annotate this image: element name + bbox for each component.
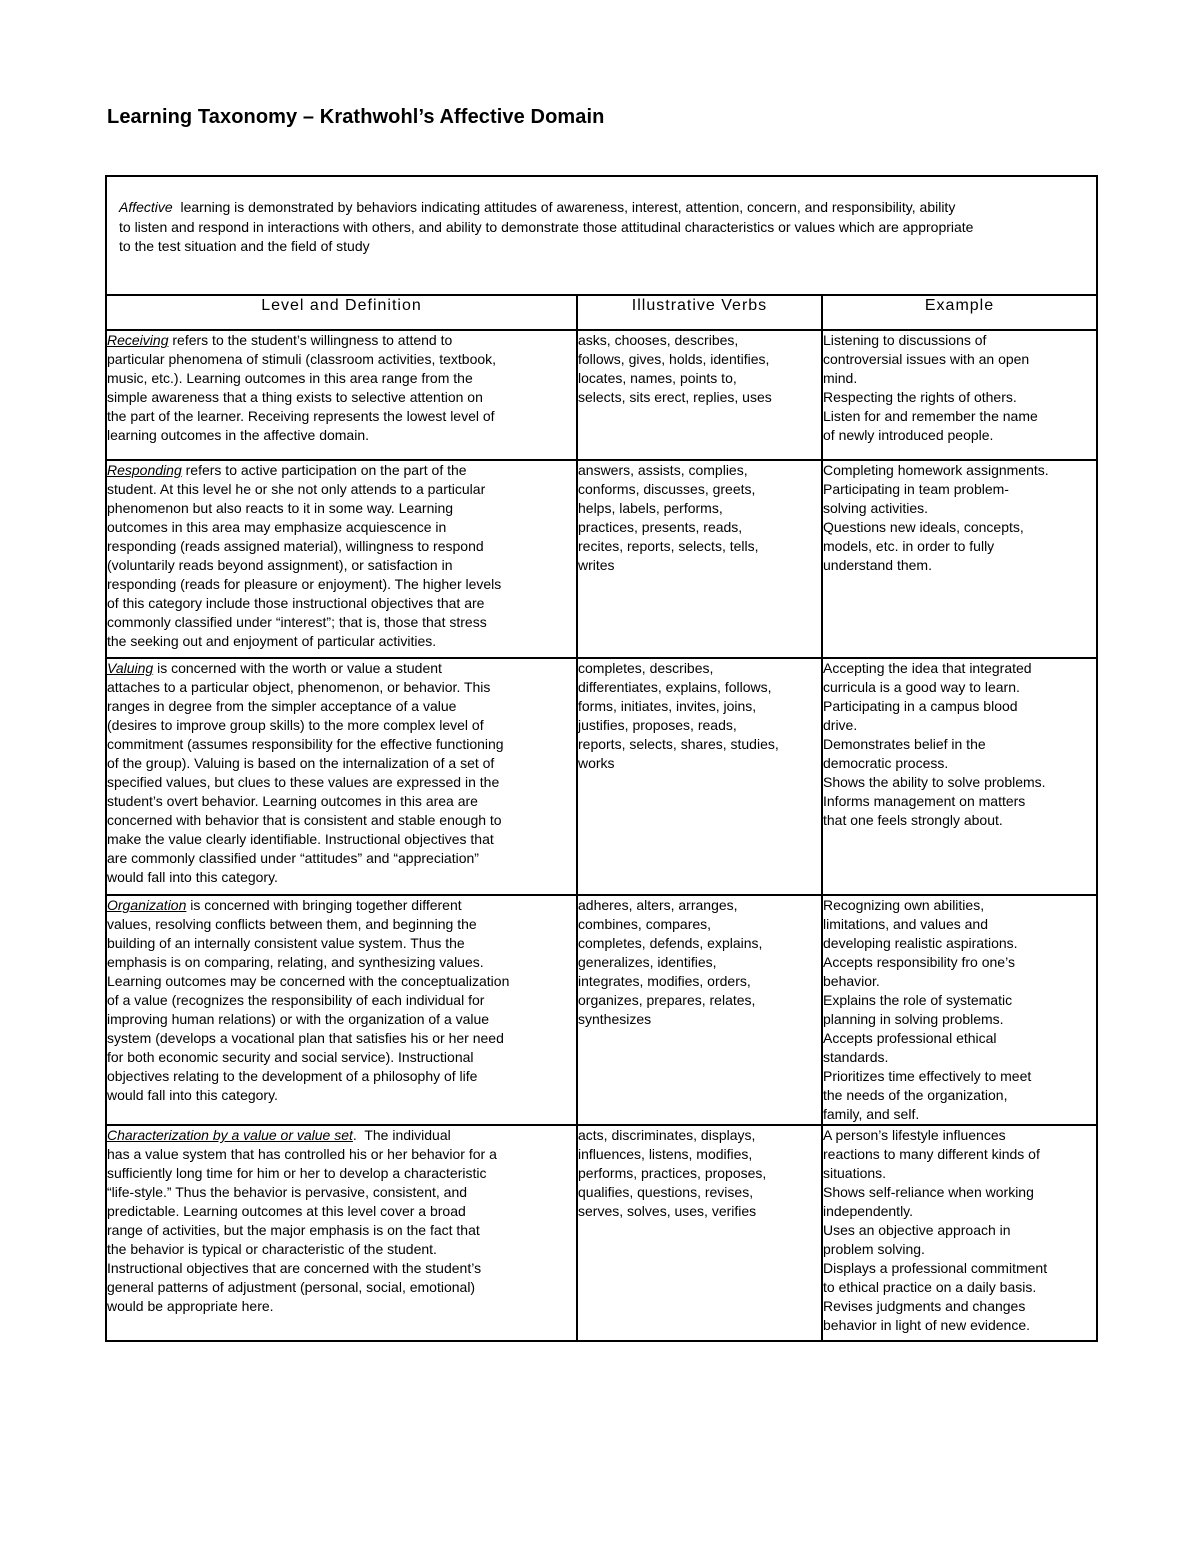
- intro-cell: [106, 176, 1097, 295]
- verbs-line: serves, solves, uses, verifies: [578, 1203, 757, 1219]
- verbs-line: synthesizes: [578, 1011, 652, 1027]
- definition-line: would fall into this category.: [107, 1087, 278, 1103]
- definition-line: specified values, but clues to these values are expressed in the: [107, 774, 500, 790]
- definition-line: ranges in degree from the simpler acceptance of a value: [107, 698, 457, 714]
- example-line: behavior.: [823, 973, 880, 989]
- definition-line: range of activities, but the major emphasis is on the fact that: [107, 1222, 480, 1238]
- definition-cell: [106, 1125, 577, 1341]
- example-line: developing realistic aspirations.: [823, 935, 1018, 951]
- definition-line: Learning outcomes may be concerned with the conceptualization: [107, 973, 510, 989]
- example-line: Listening to discussions of: [823, 332, 987, 348]
- example-line: models, etc. in order to fully: [823, 538, 995, 554]
- example-cell: [822, 895, 1097, 1125]
- example-line: Explains the role of systematic: [823, 992, 1013, 1008]
- verbs-line: helps, labels, performs,: [578, 500, 723, 516]
- verbs-cell: [577, 658, 822, 895]
- column-header-verbs: Illustrative Verbs: [577, 295, 822, 330]
- verbs-line: influences, listens, modifies,: [578, 1146, 753, 1162]
- definition-line: objectives relating to the development of a philosophy of life: [107, 1068, 478, 1084]
- example-line: Accepting the idea that integrated: [823, 660, 1032, 676]
- example-cell: [822, 330, 1097, 460]
- verbs-cell: [577, 1125, 822, 1341]
- definition-line: commitment (assumes responsibility for the effective functioning: [107, 736, 504, 752]
- definition-line: improving human relations) or with the organization of a value: [107, 1011, 490, 1027]
- intro-line-1: learning is demonstrated by behaviors indicating attitudes of awareness, interest, attention, concern, and responsibility, ability: [172, 199, 956, 215]
- example-line: Recognizing own abilities,: [823, 897, 985, 913]
- definition-line: attaches to a particular object, phenomenon, or behavior. This: [107, 679, 491, 695]
- example-line: situations.: [823, 1165, 887, 1181]
- example-line: planning in solving problems.: [823, 1011, 1004, 1027]
- level-term: Valuing: [107, 660, 154, 676]
- verbs-line: integrates, modifies, orders,: [578, 973, 751, 989]
- definition-line: refers to active participation on the part of the: [181, 462, 467, 478]
- example-line: curricula is a good way to learn.: [823, 679, 1020, 695]
- level-term: Receiving: [107, 332, 169, 348]
- verbs-line: writes: [578, 557, 615, 573]
- example-line: Demonstrates belief in the: [823, 736, 986, 752]
- definition-line: for both economic security and social service). Instructional: [107, 1049, 474, 1065]
- definition-cell: [106, 658, 577, 895]
- verbs-line: asks, chooses, describes,: [578, 332, 739, 348]
- level-term: Characterization by a value or value set: [107, 1127, 353, 1143]
- example-line: mind.: [823, 370, 858, 386]
- intro-lead: Affective: [119, 199, 173, 215]
- example-line: Uses an objective approach in: [823, 1222, 1011, 1238]
- definition-line: student’s overt behavior. Learning outcomes in this area are: [107, 793, 478, 809]
- example-line: controversial issues with an open: [823, 351, 1030, 367]
- example-line: limitations, and values and: [823, 916, 988, 932]
- definition-cell: [106, 895, 577, 1125]
- intro-text: [119, 198, 1084, 257]
- example-line: Shows self-reliance when working: [823, 1184, 1034, 1200]
- table-row: [106, 460, 1097, 658]
- definition-line: would fall into this category.: [107, 869, 278, 885]
- definition-line: general patterns of adjustment (personal, social, emotional): [107, 1279, 476, 1295]
- example-line: democratic process.: [823, 755, 949, 771]
- page-title: Learning Taxonomy – Krathwohl’s Affective Domain: [107, 106, 605, 128]
- verbs-cell: [577, 895, 822, 1125]
- example-line: the needs of the organization,: [823, 1087, 1008, 1103]
- example-line: to ethical practice on a daily basis.: [823, 1279, 1037, 1295]
- definition-line: the seeking out and enjoyment of particular activities.: [107, 633, 437, 649]
- intro-line-2: to listen and respond in interactions with others, and ability to demonstrate those attitudinal characteristics or values which are appropriate: [119, 218, 974, 235]
- definition-line: is concerned with the worth or value a student: [153, 660, 442, 676]
- header-row: [106, 295, 1097, 330]
- verbs-line: qualifies, questions, revises,: [578, 1184, 754, 1200]
- verbs-line: combines, compares,: [578, 916, 712, 932]
- example-line: drive.: [823, 717, 858, 733]
- table-row: [106, 330, 1097, 460]
- level-term: Responding: [107, 462, 182, 478]
- definition-line: outcomes in this area may emphasize acquiescence in: [107, 519, 447, 535]
- verbs-line: differentiates, explains, follows,: [578, 679, 772, 695]
- verbs-line: follows, gives, holds, identifies,: [578, 351, 770, 367]
- definition-line: of this category include those instructional objectives that are: [107, 595, 485, 611]
- definition-line: system (develops a vocational plan that satisfies his or her need: [107, 1030, 504, 1046]
- verbs-line: completes, defends, explains,: [578, 935, 763, 951]
- example-line: Questions new ideals, concepts,: [823, 519, 1024, 535]
- definition-line: student. At this level he or she not only attends to a particular: [107, 481, 486, 497]
- example-line: Shows the ability to solve problems.: [823, 774, 1046, 790]
- taxonomy-table: [105, 175, 1098, 1342]
- example-line: Displays a professional commitment: [823, 1260, 1048, 1276]
- example-line: independently.: [823, 1203, 914, 1219]
- example-line: Listen for and remember the name: [823, 408, 1038, 424]
- verbs-line: recites, reports, selects, tells,: [578, 538, 759, 554]
- definition-line: building of an internally consistent value system. Thus the: [107, 935, 465, 951]
- example-line: Accepts responsibility fro one’s: [823, 954, 1015, 970]
- example-line: Informs management on matters: [823, 793, 1026, 809]
- example-cell: [822, 1125, 1097, 1341]
- column-header-level: Level and Definition: [106, 295, 577, 330]
- definition-line: responding (reads for pleasure or enjoyment). The higher levels: [107, 576, 502, 592]
- example-cell: [822, 460, 1097, 658]
- definition-cell: [106, 330, 577, 460]
- example-cell: [822, 658, 1097, 895]
- example-line: problem solving.: [823, 1241, 925, 1257]
- example-line: Revises judgments and changes: [823, 1298, 1026, 1314]
- verbs-line: practices, presents, reads,: [578, 519, 743, 535]
- definition-line: responding (reads assigned material), willingness to respond: [107, 538, 484, 554]
- verbs-cell: [577, 460, 822, 658]
- column-header-example: Example: [822, 295, 1097, 330]
- example-line: Prioritizes time effectively to meet: [823, 1068, 1032, 1084]
- definition-line: values, resolving conflicts between them, and beginning the: [107, 916, 477, 932]
- definition-line: (desires to improve group skills) to the more complex level of: [107, 717, 484, 733]
- level-term: Organization: [107, 897, 187, 913]
- definition-line: the part of the learner. Receiving represents the lowest level of: [107, 408, 495, 424]
- definition-cell: [106, 460, 577, 658]
- verbs-line: acts, discriminates, displays,: [578, 1127, 756, 1143]
- verbs-line: selects, sits erect, replies, uses: [578, 389, 772, 405]
- definition-line: Instructional objectives that are concerned with the student’s: [107, 1260, 482, 1276]
- definition-line: music, etc.). Learning outcomes in this area range from the: [107, 370, 473, 386]
- example-line: A person’s lifestyle influences: [823, 1127, 1006, 1143]
- verbs-line: forms, initiates, invites, joins,: [578, 698, 757, 714]
- example-line: solving activities.: [823, 500, 929, 516]
- definition-line: has a value system that has controlled his or her behavior for a: [107, 1146, 497, 1162]
- example-line: family, and self.: [823, 1106, 920, 1122]
- example-line: understand them.: [823, 557, 932, 573]
- example-line: Participating in team problem-: [823, 481, 1009, 497]
- definition-line: would be appropriate here.: [107, 1298, 274, 1314]
- verbs-line: performs, practices, proposes,: [578, 1165, 767, 1181]
- definition-line: make the value clearly identifiable. Instructional objectives that: [107, 831, 494, 847]
- definition-line: . The individual: [352, 1127, 451, 1143]
- definition-line: particular phenomena of stimuli (classroom activities, textbook,: [107, 351, 497, 367]
- definition-line: simple awareness that a thing exists to selective attention on: [107, 389, 483, 405]
- verbs-line: completes, describes,: [578, 660, 714, 676]
- definition-line: learning outcomes in the affective domain.: [107, 427, 370, 443]
- verbs-line: justifies, proposes, reads,: [578, 717, 737, 733]
- example-line: Respecting the rights of others.: [823, 389, 1017, 405]
- example-line: that one feels strongly about.: [823, 812, 1003, 828]
- definition-line: “life-style.” Thus the behavior is pervasive, consistent, and: [107, 1184, 468, 1200]
- definition-line: phenomenon but also reacts to it in some way. Learning: [107, 500, 454, 516]
- example-line: reactions to many different kinds of: [823, 1146, 1040, 1162]
- definition-line: of a value (recognizes the responsibility of each individual for: [107, 992, 485, 1008]
- intro-row: [106, 176, 1097, 295]
- verbs-line: works: [578, 755, 615, 771]
- definition-line: the behavior is typical or characteristic of the student.: [107, 1241, 437, 1257]
- definition-line: is concerned with bringing together different: [186, 897, 462, 913]
- definition-line: of the group). Valuing is based on the internalization of a set of: [107, 755, 495, 771]
- definition-line: commonly classified under “interest”; that is, those that stress: [107, 614, 487, 630]
- definition-line: sufficiently long time for him or her to develop a characteristic: [107, 1165, 487, 1181]
- verbs-line: reports, selects, shares, studies,: [578, 736, 779, 752]
- table-row: [106, 1125, 1097, 1341]
- example-line: Participating in a campus blood: [823, 698, 1018, 714]
- definition-line: predictable. Learning outcomes at this level cover a broad: [107, 1203, 466, 1219]
- definition-line: emphasis is on comparing, relating, and synthesizing values.: [107, 954, 484, 970]
- verbs-line: answers, assists, complies,: [578, 462, 748, 478]
- table-row: [106, 658, 1097, 895]
- example-line: behavior in light of new evidence.: [823, 1317, 1031, 1333]
- verbs-line: organizes, prepares, relates,: [578, 992, 756, 1008]
- definition-line: (voluntarily reads beyond assignment), or satisfaction in: [107, 557, 453, 573]
- example-line: Accepts professional ethical: [823, 1030, 997, 1046]
- table-row: [106, 895, 1097, 1125]
- example-line: of newly introduced people.: [823, 427, 994, 443]
- intro-line-3: to the test situation and the field of study: [119, 238, 370, 254]
- verbs-line: adheres, alters, arranges,: [578, 897, 738, 913]
- definition-line: refers to the student’s willingness to attend to: [168, 332, 453, 348]
- example-line: Completing homework assignments.: [823, 462, 1049, 478]
- example-line: standards.: [823, 1049, 889, 1065]
- verbs-line: conforms, discusses, greets,: [578, 481, 756, 497]
- verbs-cell: [577, 330, 822, 460]
- verbs-line: locates, names, points to,: [578, 370, 737, 386]
- definition-line: are commonly classified under “attitudes” and “appreciation”: [107, 850, 479, 866]
- verbs-line: generalizes, identifies,: [578, 954, 717, 970]
- definition-line: concerned with behavior that is consistent and stable enough to: [107, 812, 502, 828]
